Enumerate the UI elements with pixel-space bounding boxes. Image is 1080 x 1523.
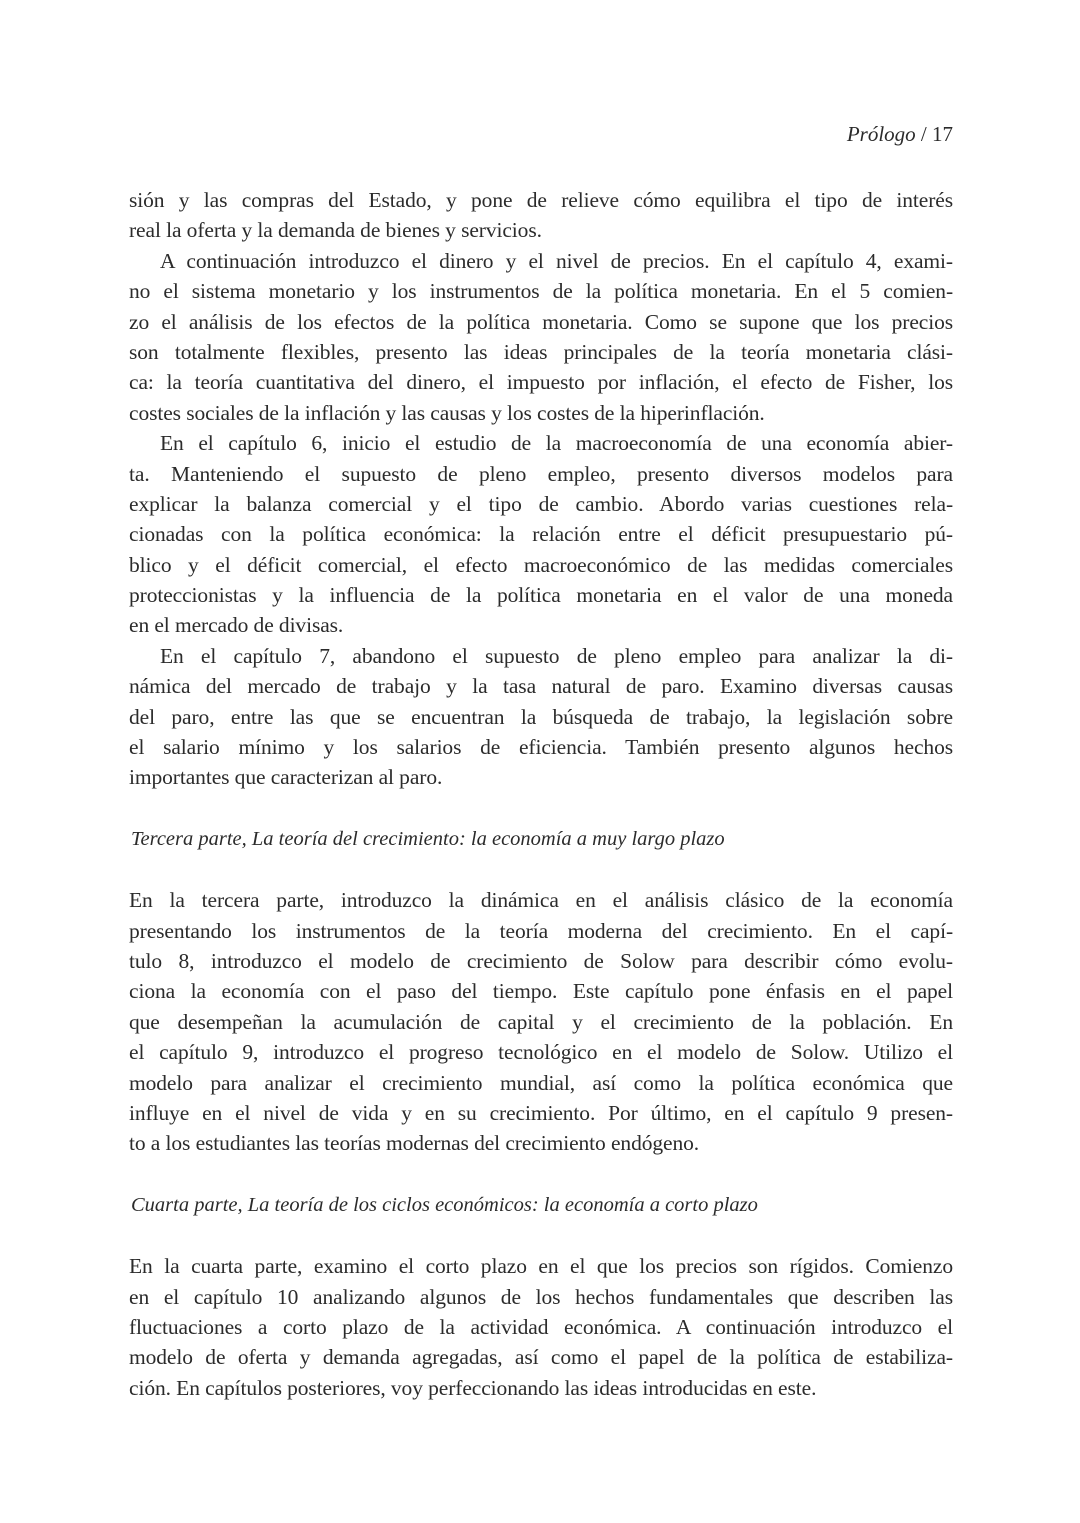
section-title: Prólogo	[846, 122, 916, 146]
text-line: ciona la economía con el paso del tiempo. Este capítulo pone énfasis en el papel	[129, 979, 953, 1004]
text-line: el capítulo 9, introduzco el progreso tecnológico en el modelo de Solow. Utilizo el	[129, 1040, 953, 1065]
header-separator: /	[915, 122, 932, 146]
text-line: en el capítulo 10 analizando algunos de los hechos fundamentales que describen las	[129, 1284, 953, 1309]
text-line: ta. Manteniendo el supuesto de pleno empleo, presento diversos modelos para	[129, 461, 953, 486]
section-heading: Tercera parte, La teoría del crecimiento: la economía a muy largo plazo	[131, 827, 725, 850]
text-line: que desempeñan la acumulación de capital y el crecimiento de la población. En	[129, 1009, 953, 1034]
text-line: ca: la teoría cuantitativa del dinero, el impuesto por inflación, el efecto de Fisher, los	[129, 370, 953, 395]
text-line: proteccionistas y la influencia de la política monetaria en el valor de una moneda	[129, 583, 953, 608]
paragraph	[129, 428, 953, 641]
text-line: explicar la balanza comercial y el tipo de cambio. Abordo varias cuestiones rela-	[129, 491, 953, 516]
text-line: blico y el déficit comercial, el efecto macroeconómico de las medidas comerciales	[129, 552, 953, 577]
text-line: En la tercera parte, introduzco la dinámica en el análisis clásico de la economía	[129, 888, 953, 913]
text-line: no el sistema monetario y los instrumentos de la política monetaria. En el 5 comien-	[129, 279, 953, 304]
text-line: modelo de oferta y demanda agregadas, así como el papel de la política de estabiliza-	[129, 1345, 953, 1370]
text-line: costes sociales de la inflación y las causas y los costes de la hiperinflación.	[129, 400, 765, 425]
text-line: En el capítulo 6, inicio el estudio de la macroeconomía de una economía abier-	[160, 431, 953, 456]
text-line: del paro, entre las que se encuentran la búsqueda de trabajo, la legislación sobre	[129, 704, 953, 729]
text-line: en el mercado de divisas.	[129, 613, 344, 638]
text-line: presentando los instrumentos de la teoría moderna del crecimiento. En el capí-	[129, 918, 953, 943]
text-line: influye en el nivel de vida y en su crecimiento. Por último, en el capítulo 9 presen-	[129, 1100, 953, 1125]
text-line: En la cuarta parte, examino el corto plazo en el que los precios son rígidos. Comienzo	[129, 1254, 953, 1279]
paragraph	[129, 1251, 953, 1403]
text-line: A continuación introduzco el dinero y el nivel de precios. En el capítulo 4, exami-	[160, 248, 953, 273]
running-header	[847, 122, 953, 147]
text-line: námica del mercado de trabajo y la tasa natural de paro. Examino diversas causas	[129, 674, 953, 699]
paragraph	[129, 885, 953, 1159]
text-line: son totalmente flexibles, presento las ideas principales de la teoría monetaria clási-	[129, 339, 953, 364]
section-heading: Cuarta parte, La teoría de los ciclos económicos: la economía a corto plazo	[131, 1193, 758, 1216]
paragraph	[129, 185, 953, 246]
text-line: En el capítulo 7, abandono el supuesto de pleno empleo para analizar la di-	[160, 643, 953, 668]
text-line: to a los estudiantes las teorías modernas del crecimiento endógeno.	[129, 1131, 700, 1156]
text-line: modelo para analizar el crecimiento mundial, así como la política económica que	[129, 1070, 953, 1095]
text-line: sión y las compras del Estado, y pone de relieve cómo equilibra el tipo de interés	[129, 188, 953, 212]
text-line: fluctuaciones a corto plazo de la actividad económica. A continuación introduzco el	[129, 1314, 953, 1339]
page-body	[129, 185, 953, 1403]
paragraph	[129, 246, 953, 428]
paragraph	[129, 641, 953, 793]
text-line: zo el análisis de los efectos de la política monetaria. Como se supone que los precios	[129, 309, 953, 334]
text-line: tulo 8, introduzco el modelo de crecimiento de Solow para describir cómo evolu-	[129, 948, 953, 973]
text-line: real la oferta y la demanda de bienes y servicios.	[129, 218, 542, 243]
text-line: importantes que caracterizan al paro.	[129, 765, 443, 790]
text-line: el salario mínimo y los salarios de eficiencia. También presento algunos hechos	[129, 735, 953, 760]
text-line: ción. En capítulos posteriores, voy perfeccionando las ideas introducidas en este.	[129, 1375, 817, 1400]
page-number: 17	[932, 122, 953, 146]
text-line: cionadas con la política económica: la relación entre el déficit presupuestario pú-	[129, 522, 953, 547]
